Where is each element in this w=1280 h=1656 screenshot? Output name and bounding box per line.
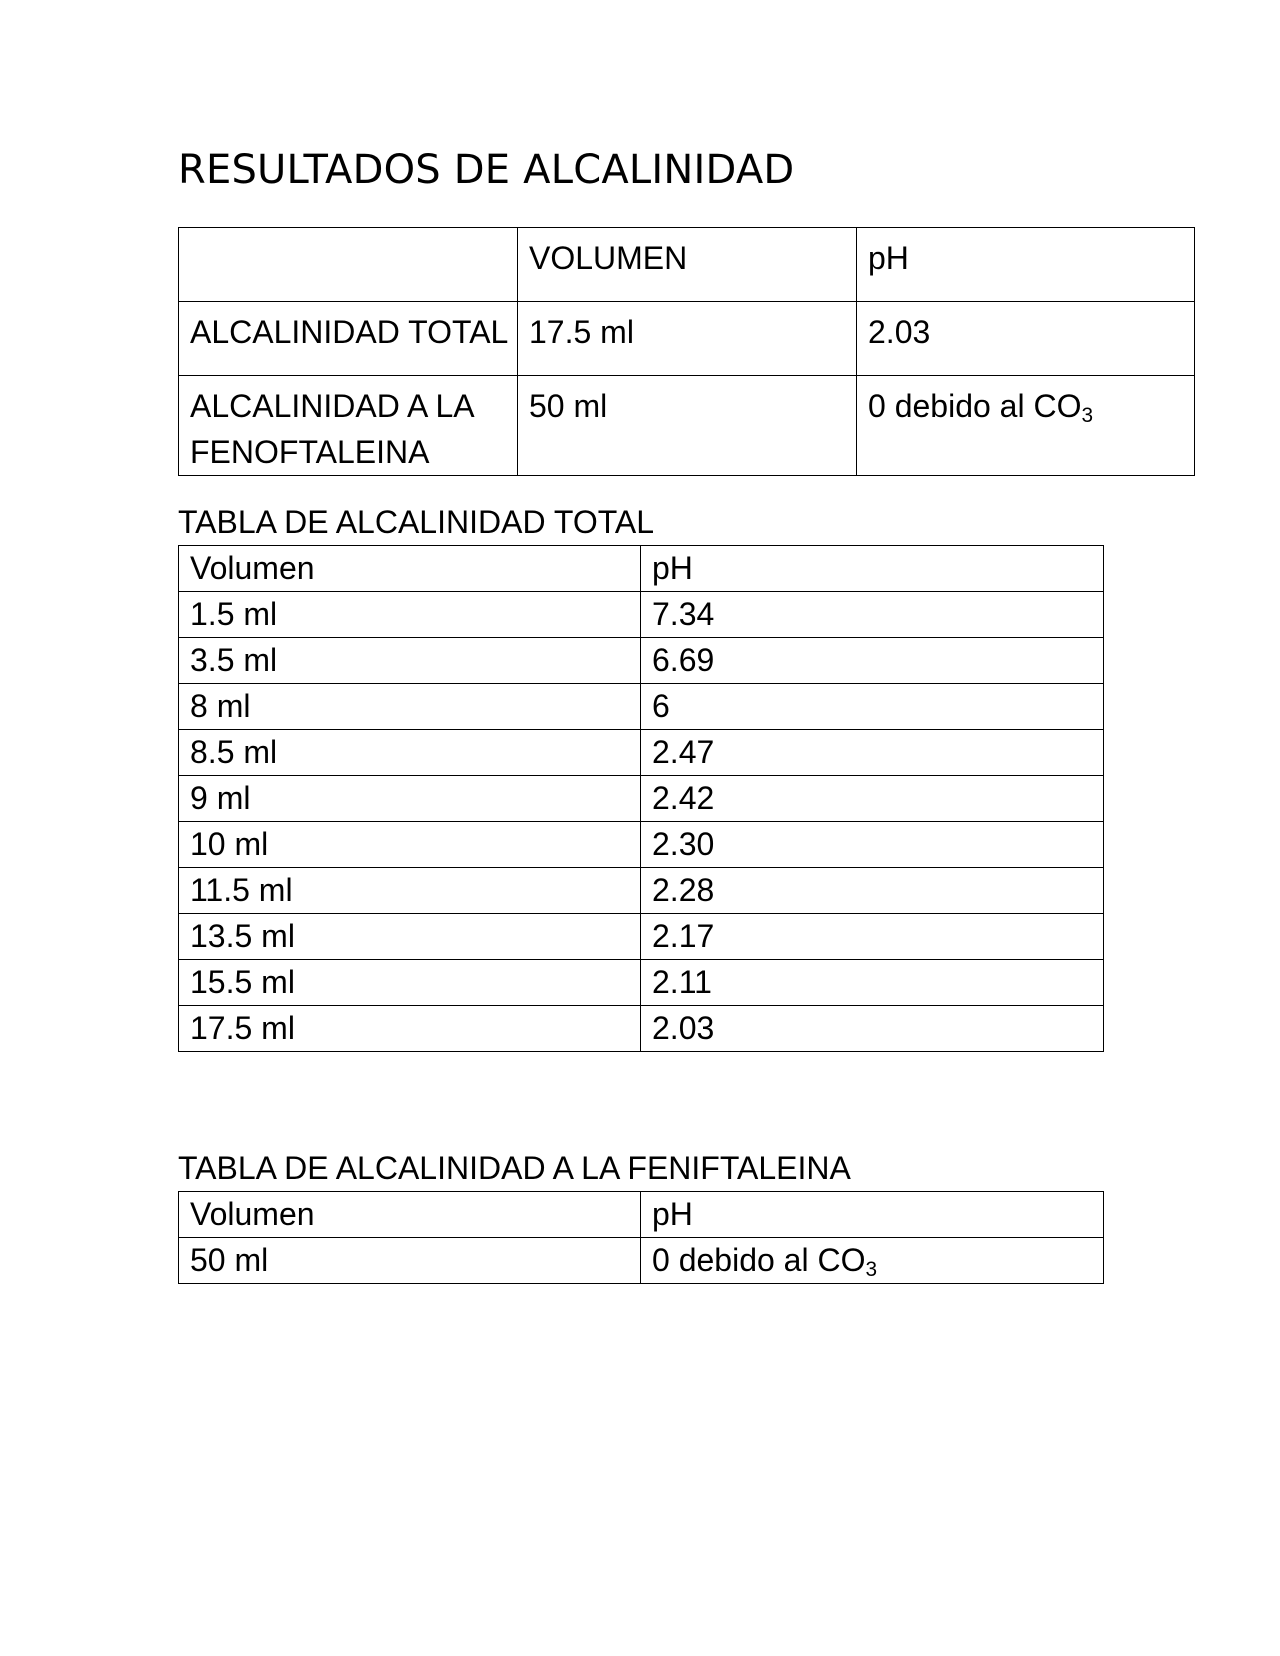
fenol-table-caption: TABLA DE ALCALINIDAD A LA FENIFTALEINA: [178, 1150, 851, 1186]
total-alkalinity-table: [178, 545, 1104, 1052]
total-volume-cell: 13.5 ml: [179, 914, 641, 960]
total-ph-cell: 2.03: [641, 1006, 1104, 1052]
table-row: [179, 868, 1104, 914]
fenol-ph-cell: [641, 1238, 1104, 1284]
table-row: [179, 914, 1104, 960]
summary-volume-total: 17.5 ml: [518, 302, 857, 376]
total-volume-cell: 1.5 ml: [179, 592, 641, 638]
total-volume-cell: 11.5 ml: [179, 868, 641, 914]
total-volume-cell: 8 ml: [179, 684, 641, 730]
total-header-ph: pH: [641, 546, 1104, 592]
total-ph-cell: 2.42: [641, 776, 1104, 822]
summary-volume-fenol: 50 ml: [518, 376, 857, 476]
total-header-volume: Volumen: [179, 546, 641, 592]
total-volume-cell: 10 ml: [179, 822, 641, 868]
total-ph-cell: 6: [641, 684, 1104, 730]
summary-ph-fenol-subscript: 3: [1081, 404, 1094, 428]
summary-ph-total: 2.03: [857, 302, 1195, 376]
fenol-table-header-row: [179, 1192, 1104, 1238]
table-row: [179, 1006, 1104, 1052]
fenol-ph-subscript: 3: [865, 1258, 878, 1282]
summary-header-volume: VOLUMEN: [518, 228, 857, 302]
summary-header-ph: pH: [857, 228, 1195, 302]
summary-label-fenol-line1: ALCALINIDAD A LA: [190, 388, 475, 424]
total-table-header-row: [179, 546, 1104, 592]
total-ph-cell: 6.69: [641, 638, 1104, 684]
summary-header-row: [179, 228, 1195, 302]
summary-header-empty: [179, 228, 518, 302]
summary-ph-fenol-text: 0 debido al CO: [868, 388, 1082, 424]
total-volume-cell: 9 ml: [179, 776, 641, 822]
page-title: RESULTADOS DE ALCALINIDAD: [178, 147, 795, 193]
total-ph-cell: 2.11: [641, 960, 1104, 1006]
table-row: [179, 684, 1104, 730]
table-row: [179, 960, 1104, 1006]
table-row: [179, 776, 1104, 822]
table-row: [179, 1238, 1104, 1284]
summary-table: [178, 227, 1195, 476]
table-row: [179, 822, 1104, 868]
total-ph-cell: 2.28: [641, 868, 1104, 914]
fenol-header-volume: Volumen: [179, 1192, 641, 1238]
total-ph-cell: 7.34: [641, 592, 1104, 638]
total-ph-cell: 2.30: [641, 822, 1104, 868]
summary-label-fenol-line2: FENOFTALEINA: [190, 434, 430, 470]
fenol-ph-text: 0 debido al CO: [652, 1242, 866, 1278]
table-row: [179, 730, 1104, 776]
total-volume-cell: 8.5 ml: [179, 730, 641, 776]
summary-label-fenol: [179, 376, 518, 476]
summary-ph-fenol: [857, 376, 1195, 476]
total-ph-cell: 2.47: [641, 730, 1104, 776]
fenol-header-ph: pH: [641, 1192, 1104, 1238]
total-volume-cell: 3.5 ml: [179, 638, 641, 684]
total-ph-cell: 2.17: [641, 914, 1104, 960]
summary-row-total: [179, 302, 1195, 376]
summary-label-total: ALCALINIDAD TOTAL: [179, 302, 518, 376]
total-volume-cell: 15.5 ml: [179, 960, 641, 1006]
phenolphthalein-table: [178, 1191, 1104, 1284]
table-row: [179, 592, 1104, 638]
table-row: [179, 638, 1104, 684]
total-table-caption: TABLA DE ALCALINIDAD TOTAL: [178, 504, 655, 540]
total-volume-cell: 17.5 ml: [179, 1006, 641, 1052]
summary-row-fenol: [179, 376, 1195, 476]
fenol-volume-cell: 50 ml: [179, 1238, 641, 1284]
